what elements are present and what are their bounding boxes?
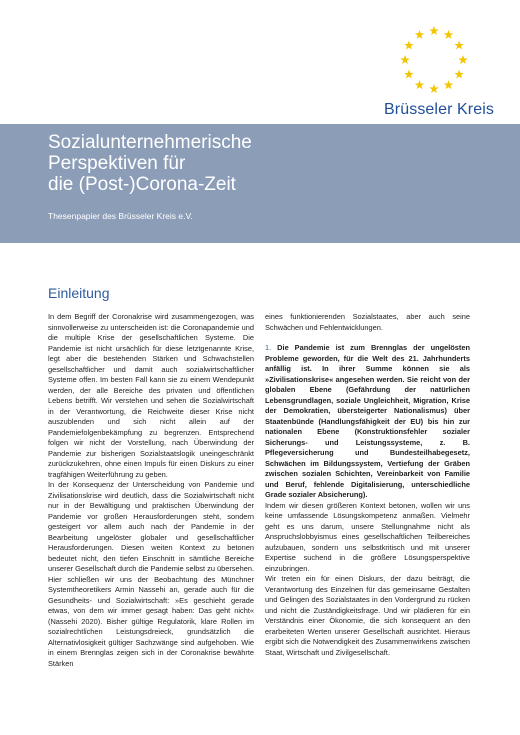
title-line: die (Post-)Corona-Zeit — [48, 174, 236, 195]
organization-name: Brüsseler Kreis — [384, 101, 494, 118]
document-title — [48, 132, 428, 195]
header-band — [0, 0, 520, 124]
body-paragraph: In dem Begriff der Coronakrise wird zusammengezogen, was sinnvollerweise zu unterscheiden ist: die Coronapandemie und die multiple Krise der gesellschaftlichen Systeme. Die Pandemie ist nicht ursächlich für diese letztgenannte Krise, legt aber die bestehenden Stärken und Schwachstellen gesellschaftlicher und damit auch sozialwirtschaftlicher Systeme offen. Im besten Fall kann sie zu einem Wendepunkt werden, der alle Bereiche des privaten und öffentlichen Lebens betrifft. Wir verstehen und sehen die Sozialwirtschaft in der Verantwortung, die Reichweite dieser Krise nicht auszublenden und sich nicht allein auf der Pandemiefolgenbekämpfung zu begrenzen. Entsprechend folgen wir nicht der Vorstellung, nach Überwindung der Pandemie zur bisherigen Sozialstaatslogik uneingeschränkt zurückzukehren, ohne einen Impuls für einen Diskurs zu einer tragfähigen Weiterführung zu geben. — [48, 312, 254, 479]
thesis-number: 1. — [265, 343, 272, 352]
star-icon — [429, 26, 439, 35]
star-icon — [458, 55, 468, 64]
title-line: Perspektiven für — [48, 153, 186, 174]
star-icon — [404, 70, 414, 79]
body-paragraph: Indem wir diesen größeren Kontext betonen, wollen wir uns keine umfassende Lösungskompetenz anmaßen. Vielmehr geht es uns darum, unsere Stellungnahme nicht als Anspruchslobbyismus eines gesellschaftlichen Teilbereiches aufzubauen, sondern uns selbstkritisch und mit unserer Expertise suchend in die größere Lösungsperspektive einzubringen. — [265, 500, 470, 573]
title-line: Sozialunternehmerische — [48, 132, 252, 153]
star-icon — [444, 30, 454, 39]
star-icon — [400, 55, 410, 64]
body-paragraph: Wir treten ein für einen Diskurs, der dazu beiträgt, die Verantwortung des Einzelnen für das gemeinsame Gestalten und Gelingen des Sozialstaates in den Vordergrund zu rücken und nicht die Zuständigkeitsfrage. Und wir plädieren für ein Verständnis einer Ökonomie, die sich konsequent an den erarbeiteten Werten unserer Gesellschaft ausrichtet. Hieraus ergibt sich die Notwendigkeit des Zusammenwirkens zwischen Staat, Wirtschaft und Zivilgesellschaft. — [265, 574, 470, 657]
body-paragraph: eines funktionierenden Sozialstaates, aber auch seine Schwächen und Fehlentwicklungen. — [265, 312, 470, 332]
star-icon — [415, 30, 425, 39]
document-subtitle: Thesenpapier des Brüsseler Kreis e.V. — [48, 211, 193, 221]
star-icon — [404, 41, 414, 50]
left-column — [48, 312, 254, 669]
star-icon — [415, 80, 425, 89]
right-column — [265, 312, 470, 658]
star-icon — [429, 84, 439, 93]
star-icon — [454, 41, 464, 50]
thesis-point — [265, 343, 470, 501]
star-icon — [454, 70, 464, 79]
thesis-text: Die Pandemie ist zum Brennglas der ungelösten Probleme geworden, für die Welt des 21. Jahrhunderts anfällig ist. In ihrer Summe können sie als »Zivilisationskrise« angesehen werden. Sie reicht von der globalen Ebene (Gefährdung der natürlichen Lebensgrundlagen, soziale Ungleichheit, Migration, Krise der Demokratien, übersteigerter Nationalismus) über Staatenbünde (Handlungsfähigkeit der EU) bis hin zur nationalen Ebene (Konstruktionsfehler sozialer Sicherungs- und Leistungssysteme, z. B. Pflegeversicherung und Bundesteilhabegesetz, Schwächen im Bildungssystem, Vertiefung der Gräben zwischen sozialen Schichten, Vereinbarkeit von Familie und Beruf, fehlende Digitalisierung, unterschiedliche Grade sozialer Absicherung). — [265, 343, 470, 499]
star-icon — [444, 80, 454, 89]
eu-star-circle-icon — [398, 24, 470, 96]
section-heading: Einleitung — [48, 285, 110, 301]
body-paragraph: In der Konsequenz der Unterscheidung von Pandemie und Zivilisationskrise wird deutlich, dass die Sozialwirtschaft nicht nur in der Bewältigung und praktischen Überwindung der Pandemie vor großen Herausforderungen steht, sondern gesteigert vor allem auch nach der Pandemie in der Bearbeitung ungelöster globaler und gesellschaftlicher Herausforderungen. Diesen weiten Kontext zu betonen bedeutet nicht, den tiefen Einschnitt in sämtliche Bereiche unserer Gesellschaft durch die Pandemie selbst zu übersehen. Hier schließen wir uns der Beobachtung des Münchner Systemtheoretikers Armin Nassehi an, gerade auch für die Gesundheits- und Sozialwirtschaft: »Es geschieht gerade etwas, von dem wir immer gesagt haben: Das geht nicht« (Nassehi 2020). Bisher gültige Regulatorik, klare Rollen im sozialrechtlichen Leistungsdreieck, grundsätzlich die Alternativlosigkeit gültiger Sachzwänge sind aufgehoben. Wie in einem Brennglas zeigen sich in der Coronakrise bewährte Stärken — [48, 480, 254, 668]
